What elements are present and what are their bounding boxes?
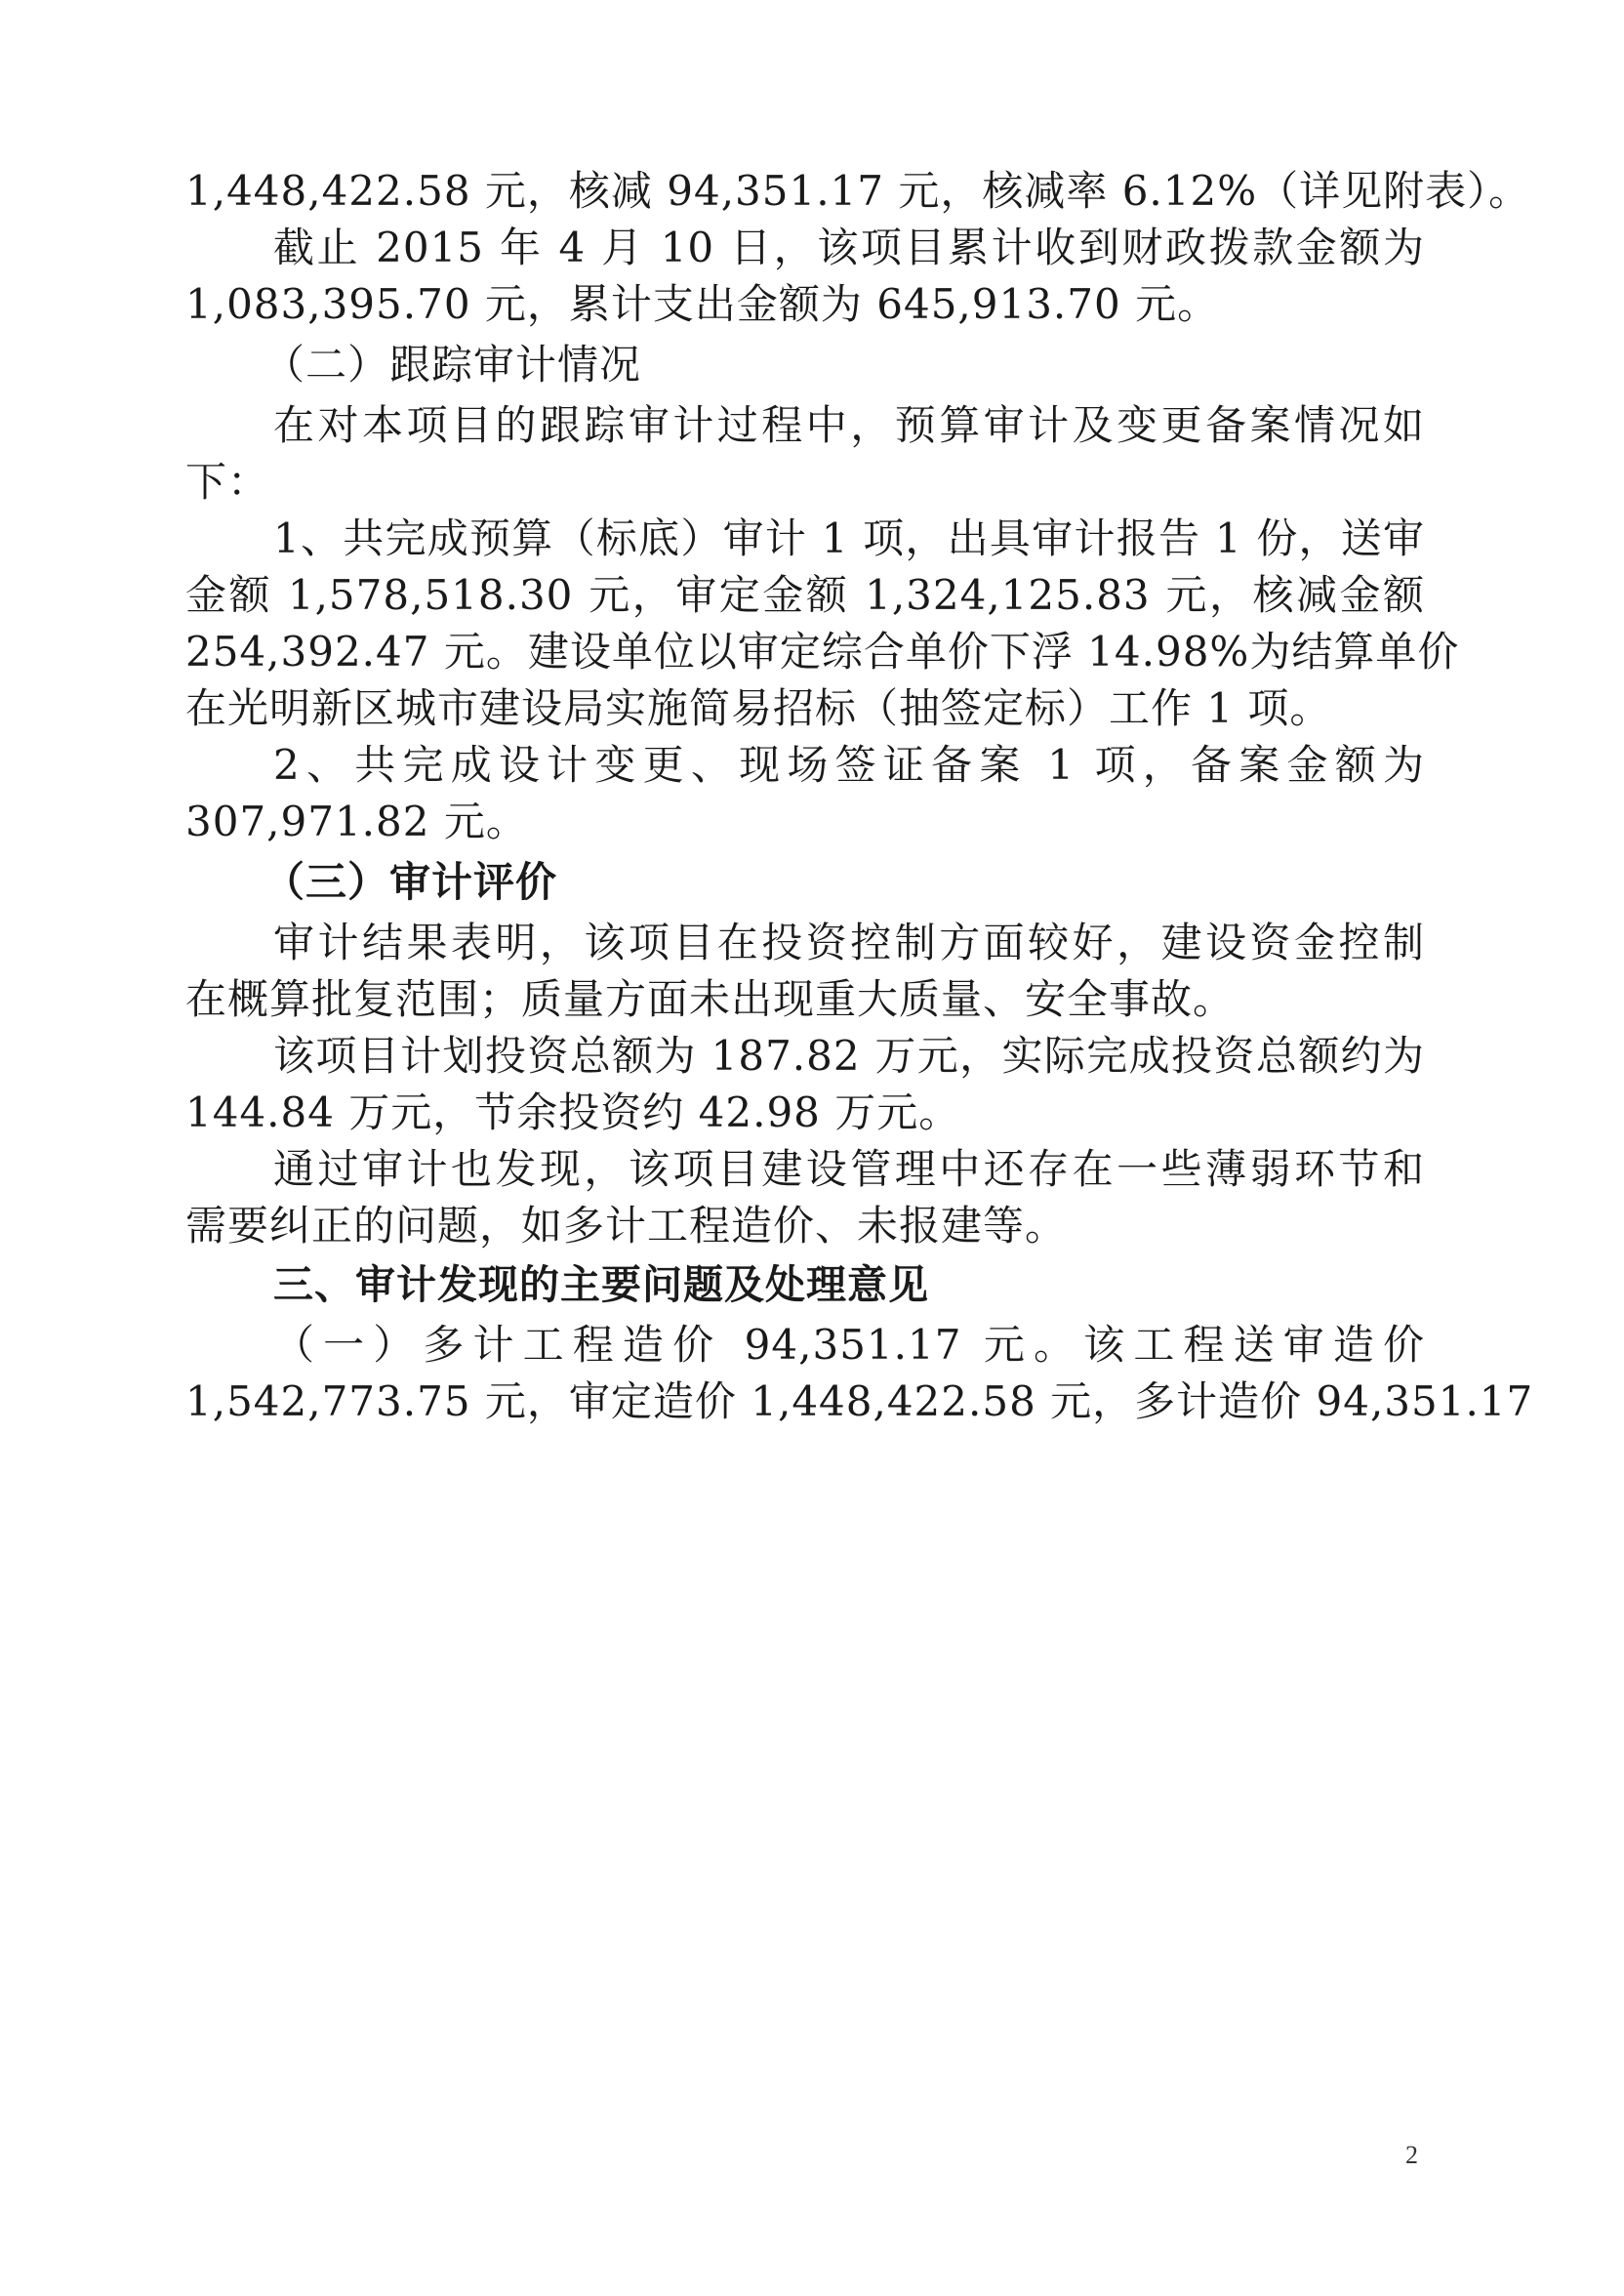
text-line-8: 金额 1,578,518.30 元，审定金额 1,324,125.83 元，核减金额: [185, 571, 1425, 619]
text-line-11: 2、共完成设计变更、现场签证备案 1 项，备案金额为: [273, 741, 1425, 789]
section-heading-main-issues: 三、审计发现的主要问题及处理意见: [273, 1261, 929, 1308]
section-heading-audit-evaluation: （三）审计评价: [264, 858, 558, 906]
text-line-19: 需要纠正的问题，如多计工程造价、未报建等。: [185, 1202, 1068, 1250]
text-line-7: 1、共完成预算（标底）审计 1 项，出具审计报告 1 份，送审: [273, 514, 1425, 562]
text-line-6: 下：: [185, 458, 270, 506]
text-line-12: 307,971.82 元。: [185, 798, 528, 845]
text-line-2: 截止 2015 年 4 月 10 日，该项目累计收到财政拨款金额为: [273, 224, 1425, 271]
text-line-10: 在光明新区城市建设局实施简易招标（抽签定标）工作 1 项。: [185, 684, 1332, 732]
text-line-21: （一）多计工程造价 94,351.17 元。该工程送审造价: [273, 1321, 1425, 1369]
text-line-15: 在概算批复范围；质量方面未出现重大质量、安全事故。: [185, 975, 1236, 1023]
section-heading-tracking-audit: （二）跟踪审计情况: [264, 341, 642, 389]
text-line-5: 在对本项目的跟踪审计过程中，预算审计及变更备案情况如: [273, 401, 1425, 449]
text-line-16: 该项目计划投资总额为 187.82 万元，实际完成投资总额约为: [273, 1032, 1425, 1080]
text-line-22: 1,542,773.75 元，审定造价 1,448,422.58 元，多计造价 94,351.17: [185, 1377, 1534, 1425]
text-line-9: 254,392.47 元。建设单位以审定综合单价下浮 14.98%为结算单价: [185, 628, 1460, 676]
text-line-1: 1,448,422.58 元，核减 94,351.17 元，核减率 6.12%（详见附表）。: [185, 167, 1531, 215]
text-line-3: 1,083,395.70 元，累计支出金额为 645,913.70 元。: [185, 280, 1220, 328]
text-line-14: 审计结果表明，该项目在投资控制方面较好，建设资金控制: [273, 919, 1425, 966]
page-number: 2: [1405, 2141, 1418, 2169]
text-line-17: 144.84 万元，节余投资约 42.98 万元。: [185, 1088, 961, 1136]
text-line-18: 通过审计也发现，该项目建设管理中还存在一些薄弱环节和: [273, 1145, 1425, 1193]
